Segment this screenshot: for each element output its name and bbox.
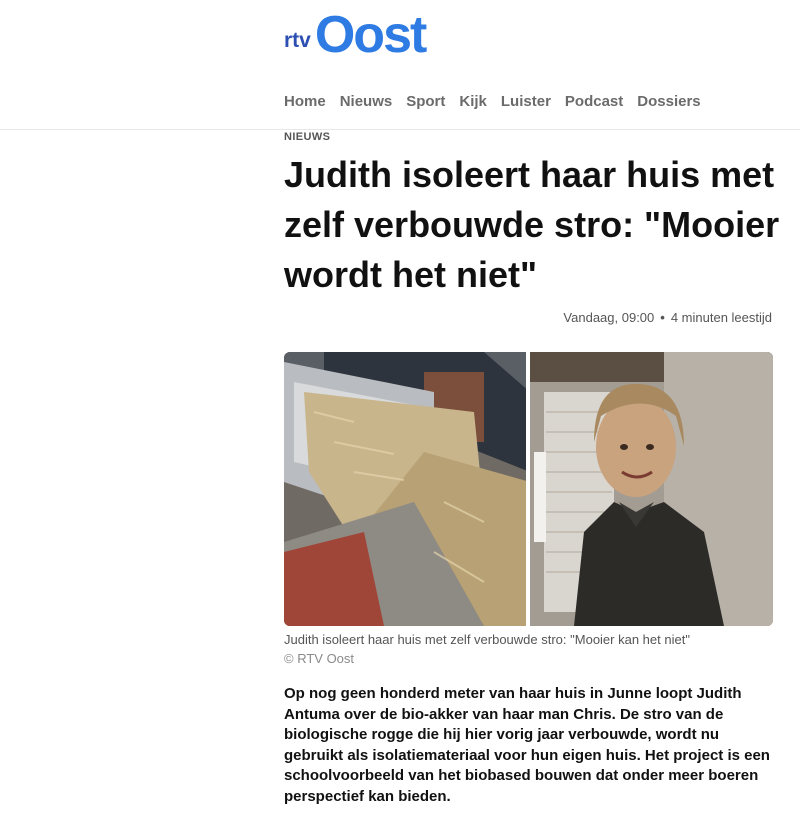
meta-separator: • — [660, 310, 665, 325]
nav-item-kijk[interactable]: Kijk — [459, 93, 487, 110]
nav-item-luister[interactable]: Luister — [500, 93, 551, 110]
reading-time: 4 minuten leestijd — [670, 310, 772, 325]
article-meta — [563, 310, 772, 325]
publish-date: Vandaag, 09:00 — [563, 310, 655, 325]
header-divider — [0, 129, 800, 130]
main-nav — [284, 92, 715, 112]
logo-prefix: rtv — [284, 29, 311, 52]
nav-item-sport[interactable]: Sport — [406, 93, 446, 110]
nav-item-dossiers[interactable]: Dossiers — [637, 93, 701, 110]
image-credit: © RTV Oost — [284, 651, 355, 666]
article-lead: Op nog geen honderd meter van haar huis in Junne loopt Judith Antuma over de bio-akker van haar man Chris. De stro van de biologische rogge die hij hier vorig jaar verbouwde, wordt nu gebruikt als isolatiemateriaal voor hun eigen huis. Het project is een schoolvoorbeeld van het biobased bouwen dat onder meer boeren perspectief kan bieden. — [284, 685, 770, 805]
site-logo[interactable] — [284, 6, 426, 64]
image-caption: Judith isoleert haar huis met zelf verbouwde stro: "Mooier kan het niet" — [284, 632, 690, 647]
article-headline: Judith isoleert haar huis met zelf verbouwde stro: "Mooier wordt het niet" — [284, 154, 780, 295]
article-category[interactable]: NIEUWS — [284, 131, 331, 143]
logo-name: Oost — [314, 6, 426, 64]
nav-item-home[interactable]: Home — [284, 93, 326, 110]
article-image[interactable] — [284, 352, 773, 626]
nav-item-podcast[interactable]: Podcast — [564, 93, 624, 110]
nav-item-nieuws[interactable]: Nieuws — [339, 93, 393, 110]
